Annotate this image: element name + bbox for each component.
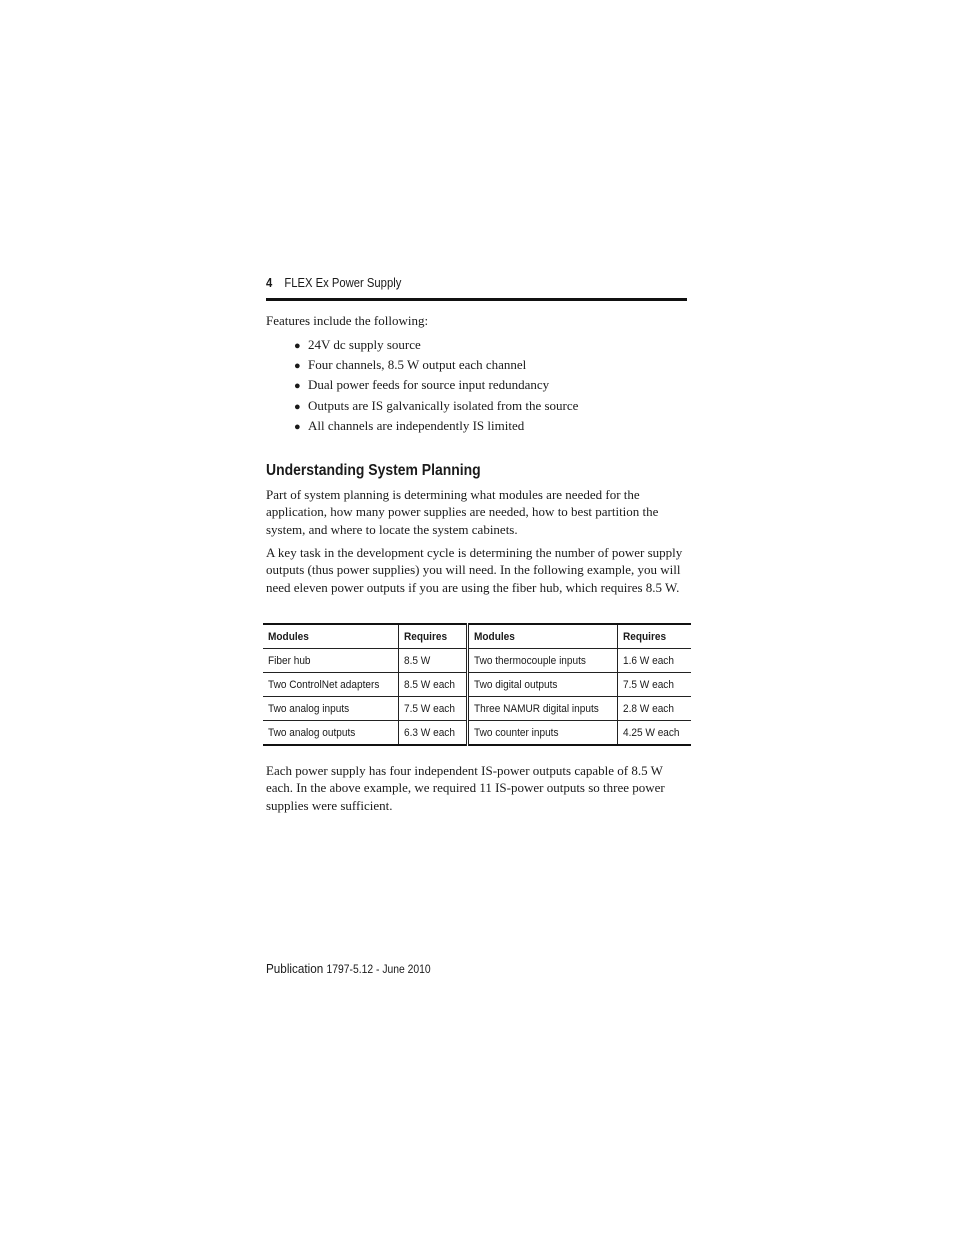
list-item: ● Outputs are IS galvanically isolated from the source [294,397,578,417]
table-row [263,721,691,746]
table-cell: Fiber hub [263,649,398,673]
paragraph-key-task: A key task in the development cycle is determining the number of power supply outputs (thus power supplies) you will need. In the following example, you will need eleven power outputs if you are using the fiber hub, which requires 8.5 W. [266,545,683,595]
table-cell: Two thermocouple inputs [467,649,618,673]
column-header: Requires [398,624,467,649]
table-cell: Two ControlNet adapters [263,673,398,697]
page-header [266,276,645,290]
table-cell: Three NAMUR digital inputs [467,697,618,721]
table-row [263,673,691,697]
features-intro: Features include the following: [266,313,429,328]
section-heading: Understanding System Planning [266,462,481,479]
column-header: Modules [263,624,398,649]
bullet-icon: ● [294,380,301,393]
table-cell: 4.25 W each [618,721,691,746]
table-cell: 8.5 W [398,649,467,673]
table-cell: 1.6 W each [618,649,691,673]
table-row [263,649,691,673]
table-header-row [263,624,691,649]
list-item: ● Dual power feeds for source input redundancy [294,376,578,396]
bullet-icon: ● [294,400,301,413]
document-title: FLEX Ex Power Supply [284,276,402,290]
bullet-icon: ● [294,360,301,373]
power-requirements-table [263,623,691,746]
table-cell: Two counter inputs [467,721,618,746]
table-cell: 2.8 W each [618,697,691,721]
paragraph-system-planning: Part of system planning is determining what modules are needed for the application, how many power supplies are needed, how to best partition the system, and where to locate the system cabinets. [266,487,659,537]
footer-label: Publication [266,961,324,976]
list-item: ● 24V dc supply source [294,336,578,356]
table-cell: 8.5 W each [398,673,467,697]
column-header: Requires [618,624,691,649]
table-row [263,697,691,721]
page-footer [266,961,431,976]
publication-number: 1797-5.12 - June 2010 [326,964,431,976]
bullet-icon: ● [294,340,301,352]
header-rule [266,298,687,301]
table-cell: Two analog outputs [263,721,398,746]
table-cell: Two analog inputs [263,697,398,721]
column-header: Modules [467,624,618,649]
table-cell: 7.5 W each [618,673,691,697]
paragraph-summary: Each power supply has four independent IS-power outputs capable of 8.5 W each. In the above example, we required 11 IS-power outputs so three power supplies were sufficient. [266,763,665,813]
bullet-icon: ● [294,420,301,433]
features-list [294,336,578,437]
list-item: ● Four channels, 8.5 W output each channel [294,356,578,376]
page-number: 4 [266,276,273,290]
table-cell: 6.3 W each [398,721,467,746]
table-cell: 7.5 W each [398,697,467,721]
table-cell: Two digital outputs [467,673,618,697]
list-item: ● All channels are independently IS limited [294,417,578,437]
